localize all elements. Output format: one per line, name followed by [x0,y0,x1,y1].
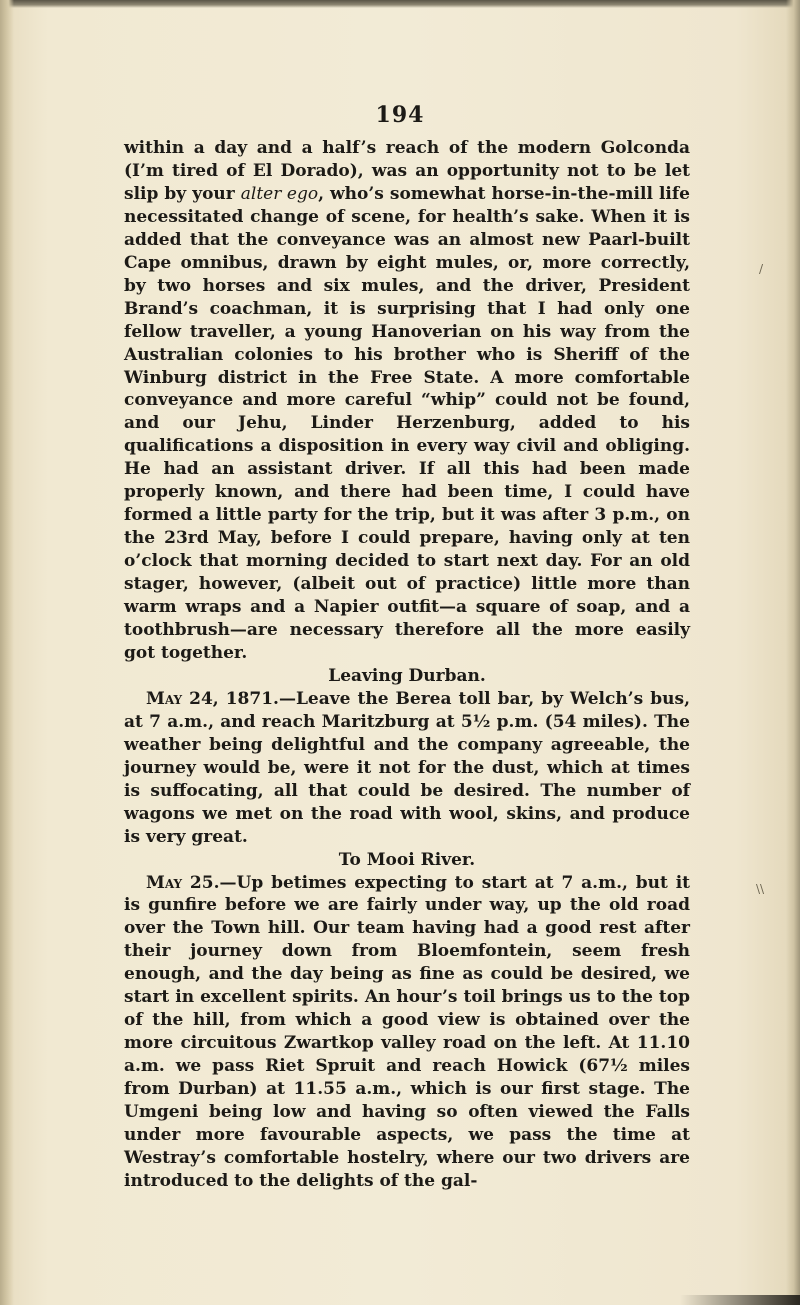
entry-date-may-24: May 24, 1871. [146,688,279,709]
paragraph-journey-intro [124,137,690,665]
section-heading-to-mooi-river: To Mooi River. [338,849,476,870]
section-heading-leaving-durban: Leaving Durban. [328,665,486,686]
italic-alter-ego: alter ego [240,183,319,204]
entry-date-may-25: May 25. [146,872,220,893]
paragraph-1-text-a: within a day and a half’s reach of the modern Golconda (I’m tired of El Dorado), was an opportunity not to be let slip by your [124,138,690,204]
page-binding-gutter [0,0,14,1305]
page-bottom-edge-shadow [680,1295,800,1305]
paragraph-may-24 [124,688,690,849]
paragraph-1-text-b: , who’s somewhat horse-in-the-mill life necessitated change of scene, for health’s sake. When it is added that the conveyance was an almost new Paarl-built Cape omnibus, drawn by eight mules, or, more correctly, by two horses and six mules, and the driver, President Brand’s coachman, it is surprising that I had only one fellow traveller, a young Hanoverian on his way from the Australian colonies to his brother who is Sheriff of the Winburg district in the Free State. A more comfortable conveyance and more careful “whip” could not be found, and our Jehu, Linder Herzenburg, added to his qualifications a disposition in every way civil and obliging. He had an assistant driver. If all this had been made properly known, and there had been time, I could have formed a little party for the trip, but it was after 3 p.m., on the 23rd May, before I could prepare, having only at ten o’clock that morning decided to start next day. For an old stager, however, (albeit out of practice) little more than warm wraps and a Napier outfit—a square of soap, and a toothbrush—are necessary therefore all the more easily got together. [124,183,690,663]
margin-mark: / [759,262,764,276]
entry-text-may-25: —Up betimes expecting to start at 7 a.m., but it is gunfire before we are fairly under way, up the old road over the Town hill. Our team having had a good rest after their journey down from Bloemfontein, seem fresh enough, and the day being as fine as could be desired, we start in excellent spirits. An hour’s toil brings us to the top of the hill, from which a good view is obtained over the more circuitous Zwartkop valley road on the left. At 11.10 a.m. we pass Riet Spruit and reach Howick (67½ miles from Durban) at 11.55 a.m., which is our first stage. The Umgeni being low and having so often viewed the Falls under more favourable aspects, we pass the time at Westray’s comfortable hostelry, where our two drivers are introduced to the delights of the gal- [124,872,691,1191]
body-text [124,137,690,1193]
paragraph-may-25 [124,872,690,1193]
margin-mark: \\ [756,882,765,896]
page-right-edge-shadow [786,0,800,1305]
entry-text-may-24: —Leave the Berea toll bar, by Welch’s bus, at 7 a.m., and reach Maritzburg at 5½ p.m. (54 miles). The weather being delightful and the company agreeable, the journey would be, were it not for the dust, which at times is suffocating, all that could be desired. The number of wagons we met on the road with wool, skins, and produce is very great. [124,688,690,847]
page-top-edge-shadow [0,0,800,8]
page-number: 194 [375,102,425,128]
